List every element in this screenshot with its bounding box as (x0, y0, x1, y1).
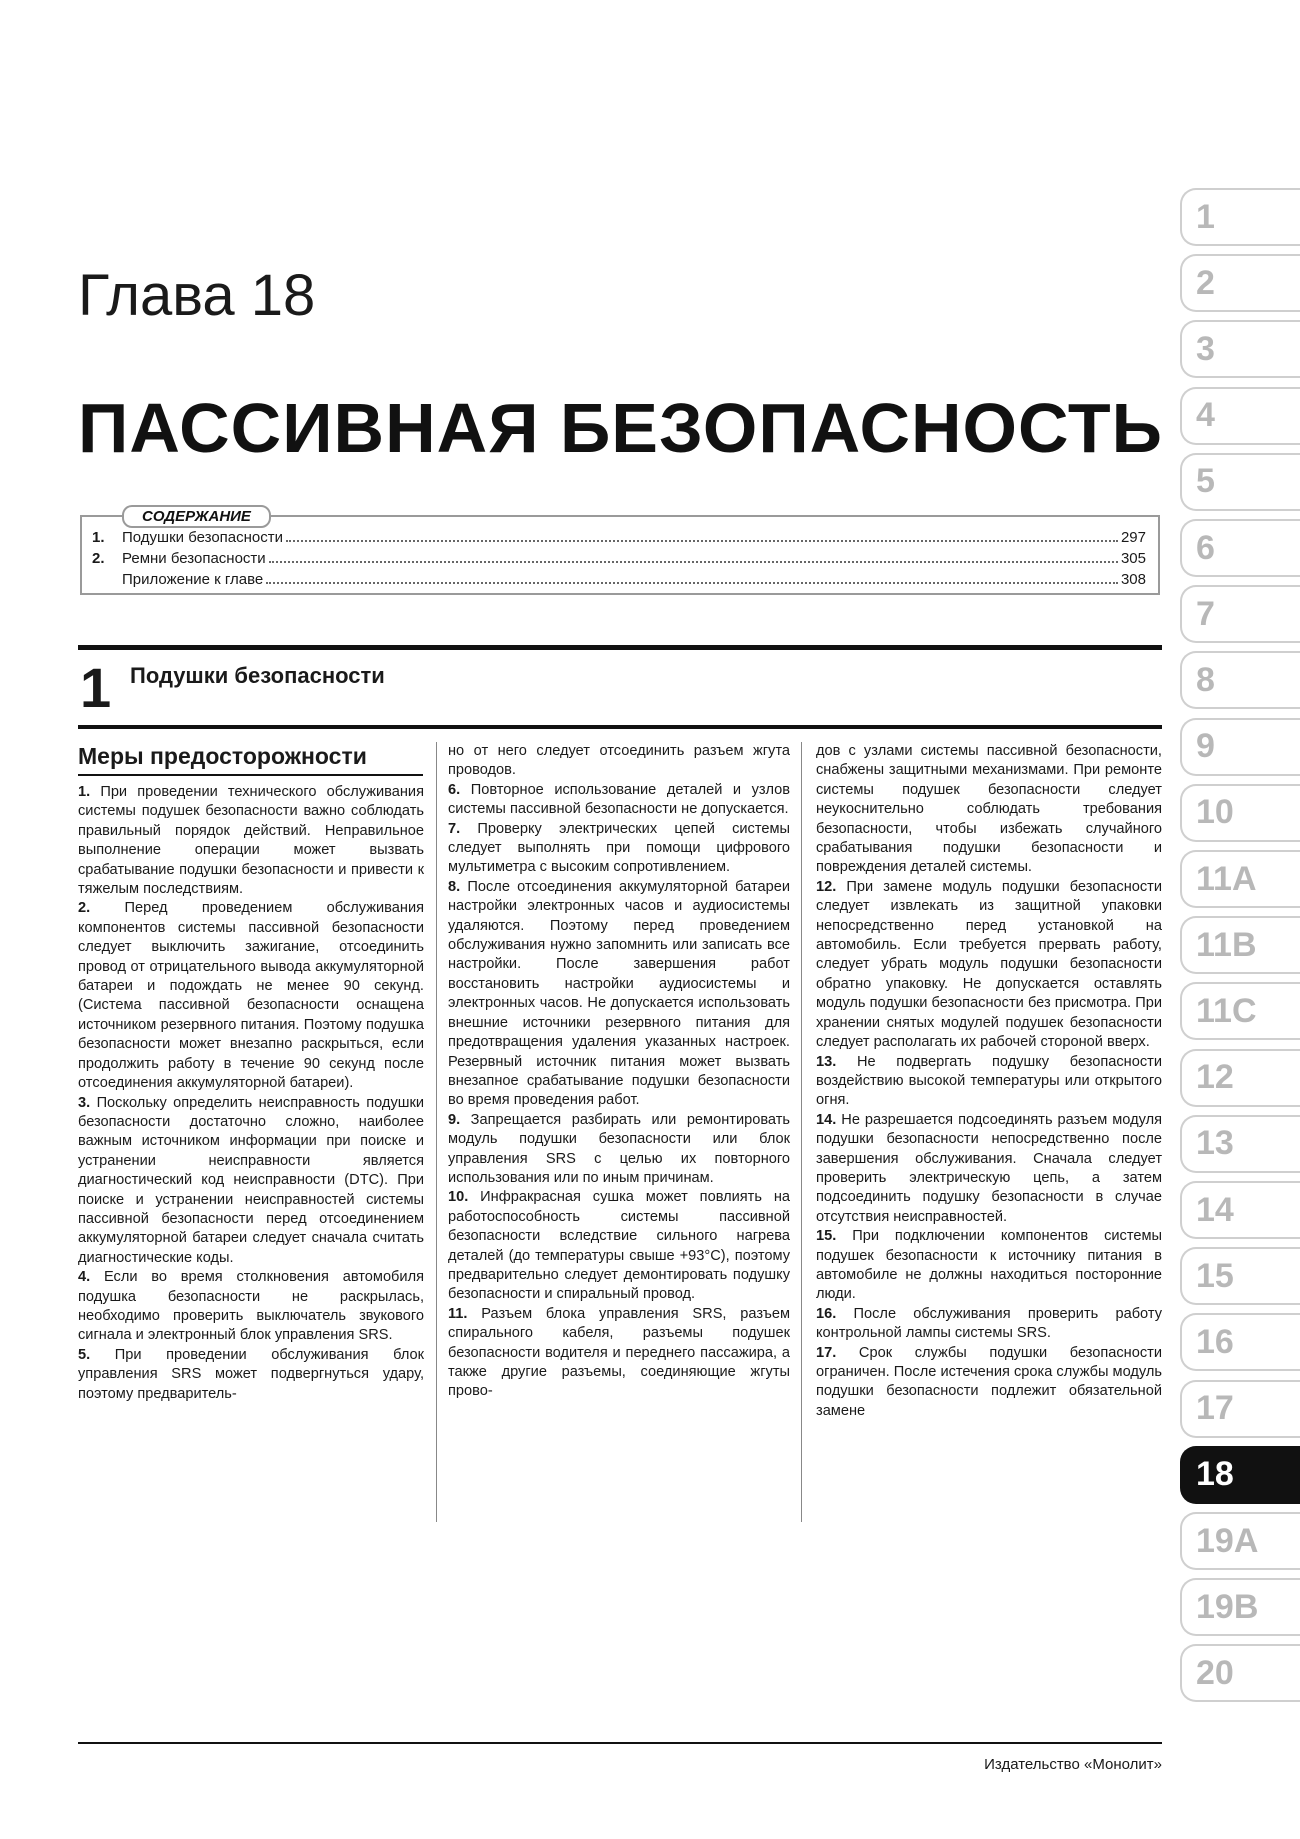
paragraph (448, 1305, 790, 1402)
paragraph (448, 1111, 790, 1189)
paragraph-text: Если во время столкновения автомобиля подушка безопасности не раскрылась, необходимо проверить выключатель звукового сигнала и электронный блок управления SRS. (78, 1269, 424, 1344)
chapter-tab-16[interactable]: 16 (1180, 1313, 1300, 1371)
chapter-tab-11a[interactable]: 11A (1180, 850, 1300, 908)
chapter-tab-19b[interactable]: 19B (1180, 1578, 1300, 1636)
paragraph-number: 4. (78, 1269, 91, 1286)
toc-item[interactable] (92, 571, 1146, 591)
paragraph-number: 17. (816, 1344, 837, 1361)
paragraph (78, 783, 424, 899)
section-title: Подушки безопасности (130, 663, 385, 688)
paragraph-number: 1. (78, 784, 91, 800)
paragraph (816, 1053, 1162, 1111)
paragraph-text: Разъем блока управления SRS, разъем спирального кабеля, разъемы подушек безопасности водителя и переднего пассажира, а также другие разъемы, соединяющие жгуты прово- (448, 1305, 790, 1400)
chapter-tab-5[interactable]: 5 (1180, 453, 1300, 511)
toc-item-page: 297 (1120, 529, 1146, 546)
paragraph (816, 1305, 1162, 1344)
paragraph (78, 1346, 424, 1404)
chapter-tab-13[interactable]: 13 (1180, 1115, 1300, 1173)
section-bottom-rule (78, 725, 1162, 729)
paragraph (448, 820, 790, 878)
text-column-3 (816, 742, 1162, 1421)
publisher-footer: Издательство «Монолит» (984, 1756, 1162, 1773)
column-divider (801, 742, 802, 1522)
paragraph-number: 8. (448, 878, 461, 895)
paragraph-text: Не подвергать подушку безопасности воздействию высокой температуры или открытого огня. (816, 1053, 1162, 1109)
chapter-tab-6[interactable]: 6 (1180, 519, 1300, 577)
paragraph-number: 7. (448, 820, 461, 837)
paragraph-number: 6. (448, 781, 461, 798)
chapter-tab-11b[interactable]: 11B (1180, 916, 1300, 974)
chapter-tab-17[interactable]: 17 (1180, 1380, 1300, 1438)
chapter-tab-18[interactable]: 18 (1180, 1446, 1300, 1504)
paragraph (816, 878, 1162, 1053)
paragraph (78, 1094, 424, 1269)
chapter-tab-8[interactable]: 8 (1180, 651, 1300, 709)
paragraph-number: 11. (448, 1305, 468, 1322)
text-column-2 (448, 742, 790, 1402)
paragraph (816, 1344, 1162, 1422)
paragraph (448, 878, 790, 1111)
paragraph-number: 10. (448, 1189, 469, 1206)
paragraph-text: Запрещается разбирать или ремонтировать модуль подушки безопасности или блок управления SRS с целью их повторного использования или по иным причинам. (448, 1111, 790, 1186)
chapter-tab-7[interactable]: 7 (1180, 585, 1300, 643)
paragraph-text: При проведении обслуживания блок управления SRS может подвергнуться удару, поэтому предваритель- (78, 1346, 424, 1402)
paragraph (448, 742, 790, 781)
paragraph-text: Срок службы подушки безопасности ограничен. После истечения срока службы модуль подушки безопасности подлежит обязательной замене (816, 1344, 1162, 1419)
paragraph-text: После отсоединения аккумуляторной батареи настройки электронных часов и аудиосистемы удаляются. Поэтому перед проведением обслуживания нужно запомнить или записать все настройки. После завершения работ восстановить настройки аудиосистемы и электронных часов. Не допускается использовать внешние источники резервного питания для предотвращения удаления указанных настроек. Резервный источник питания может вызвать внезапное срабатывание подушки безопасности во время проведения работ. (448, 878, 790, 1109)
chapter-tab-12[interactable]: 12 (1180, 1049, 1300, 1107)
chapter-tab-3[interactable]: 3 (1180, 320, 1300, 378)
paragraph (448, 781, 790, 820)
section-top-rule (78, 645, 1162, 650)
toc-item-text: Подушки безопасности (122, 529, 284, 546)
paragraph-text: Проверку электрических цепей системы следует выполнять при помощи цифрового мультиметра с высоким сопротивлением. (448, 820, 790, 876)
paragraph-text: но от него следует отсоединить разъем жгута проводов. (448, 743, 790, 779)
page-title: ПАССИВНАЯ БЕЗОПАСНОСТЬ (78, 389, 1163, 467)
paragraph-text: При замене модуль подушки безопасности следует извлекать из защитной упаковки непосредственно перед установкой на автомобиль. Если требуется прервать работу, следует убрать модуль подушки безопасности обратно упаковку. Не допускается оставлять модуль подушки безопасности без присмотра. При хранении снятых модулей подушек безопасности следует располагать их рабочей стороной вверх. (816, 878, 1162, 1051)
chapter-tab-19a[interactable]: 19A (1180, 1512, 1300, 1570)
chapter-tab-14[interactable]: 14 (1180, 1181, 1300, 1239)
paragraph-number: 16. (816, 1305, 837, 1322)
toc-label: СОДЕРЖАНИЕ (122, 505, 271, 528)
paragraph-number: 13. (816, 1053, 837, 1070)
paragraph-number: 2. (78, 900, 91, 917)
subsection-heading: Меры предосторожности (78, 743, 423, 776)
toc-leader-dots (266, 582, 1118, 584)
paragraph (816, 1111, 1162, 1227)
chapter-label: Глава 18 (78, 263, 316, 328)
toc-leader-dots (269, 561, 1118, 563)
chapter-tab-11c[interactable]: 11C (1180, 982, 1300, 1040)
paragraph-text: Инфракрасная сушка может повлиять на работоспособность системы пассивной безопасности вследствие сильного нагрева деталей (до температуры свыше +93°С), поэтому предварительно следует демонтировать подушку безопасности и спиральный провод. (448, 1189, 790, 1303)
chapter-tab-1[interactable]: 1 (1180, 188, 1300, 246)
paragraph-number: 15. (816, 1228, 837, 1245)
paragraph-number: 3. (78, 1094, 91, 1111)
paragraph-text: Поскольку определить неисправность подушки безопасности достаточно сложно, наиболее важным источником информации при поиске и устранении неисправности является диагностический код неисправности (DTC). При поиске и устранении неисправностей системы пассивной безопасности перед отсоединением аккумуляторной батареи следует сначала считать диагностические коды. (78, 1094, 424, 1266)
table-of-contents (80, 508, 1160, 595)
paragraph (448, 1188, 790, 1304)
paragraph-number: 5. (78, 1346, 91, 1363)
paragraph-text: дов с узлами системы пассивной безопасности, снабжены защитными механизмами. При ремонте системы подушек безопасности следует неукоснительно соблюдать требования безопасности, чтобы избежать случайного срабатывания подушки безопасности и повреждения деталей системы. (816, 743, 1162, 876)
toc-item[interactable] (92, 529, 1146, 549)
paragraph (78, 1268, 424, 1346)
paragraph-text: Не разрешается подсоединять разъем модуля подушки безопасности непосредственно после завершения обслуживания. Сначала следует проверить электрическую цепь, а затем подсоединить подушку безопасности в случае отсутствия неисправностей. (816, 1111, 1162, 1225)
paragraph-number: 14. (816, 1111, 837, 1128)
toc-item-page: 308 (1120, 571, 1146, 588)
toc-item-page: 305 (1120, 550, 1146, 567)
chapter-tab-4[interactable]: 4 (1180, 387, 1300, 445)
chapter-tab-10[interactable]: 10 (1180, 784, 1300, 842)
toc-leader-dots (286, 540, 1118, 542)
paragraph-text: Перед проведением обслуживания компонентов системы пассивной безопасности следует выключить зажигание, отсоединить провод от отрицательного вывода аккумуляторной батареи и подождать не менее 90 секунд. (Система пассивной безопасности оснащена источником резервного питания. Поэтому подушка безопасности может внезапно раскрыться, если продолжить работу в течение 90 секунд после отсоединения аккумуляторной батареи). (78, 900, 424, 1092)
section-number: 1 (80, 656, 112, 719)
paragraph-text: Повторное использование деталей и узлов системы пассивной безопасности не допускается. (448, 781, 790, 818)
toc-item-number: 1. (92, 529, 105, 546)
toc-item-number: 2. (92, 550, 105, 567)
chapter-tab-15[interactable]: 15 (1180, 1247, 1300, 1305)
paragraph-text: При подключении компонентов системы подушек безопасности к источнику питания в автомобиле не должны находиться посторонние люди. (816, 1228, 1163, 1303)
toc-item-text: Ремни безопасности (122, 550, 266, 567)
paragraph-number: 12. (816, 878, 837, 895)
paragraph (816, 742, 1162, 878)
footer-rule (78, 1742, 1162, 1744)
paragraph-text: При проведении технического обслуживания системы подушек безопасности важно соблюдать правильный порядок действий. Неправильное выполнение операции может вызвать срабатывание подушки безопасности и привести к тяжелым последствиям. (78, 784, 424, 898)
chapter-tab-20[interactable]: 20 (1180, 1644, 1300, 1702)
toc-item-text: Приложение к главе (122, 571, 264, 588)
paragraph-number: 9. (448, 1111, 461, 1128)
chapter-tab-2[interactable]: 2 (1180, 254, 1300, 312)
toc-item[interactable] (92, 550, 1146, 570)
chapter-tab-9[interactable]: 9 (1180, 718, 1300, 776)
paragraph-text: После обслуживания проверить работу контрольной лампы системы SRS. (816, 1305, 1162, 1342)
text-column-1 (78, 783, 424, 1404)
paragraph (78, 899, 424, 1093)
column-divider (436, 742, 437, 1522)
paragraph (816, 1227, 1162, 1305)
